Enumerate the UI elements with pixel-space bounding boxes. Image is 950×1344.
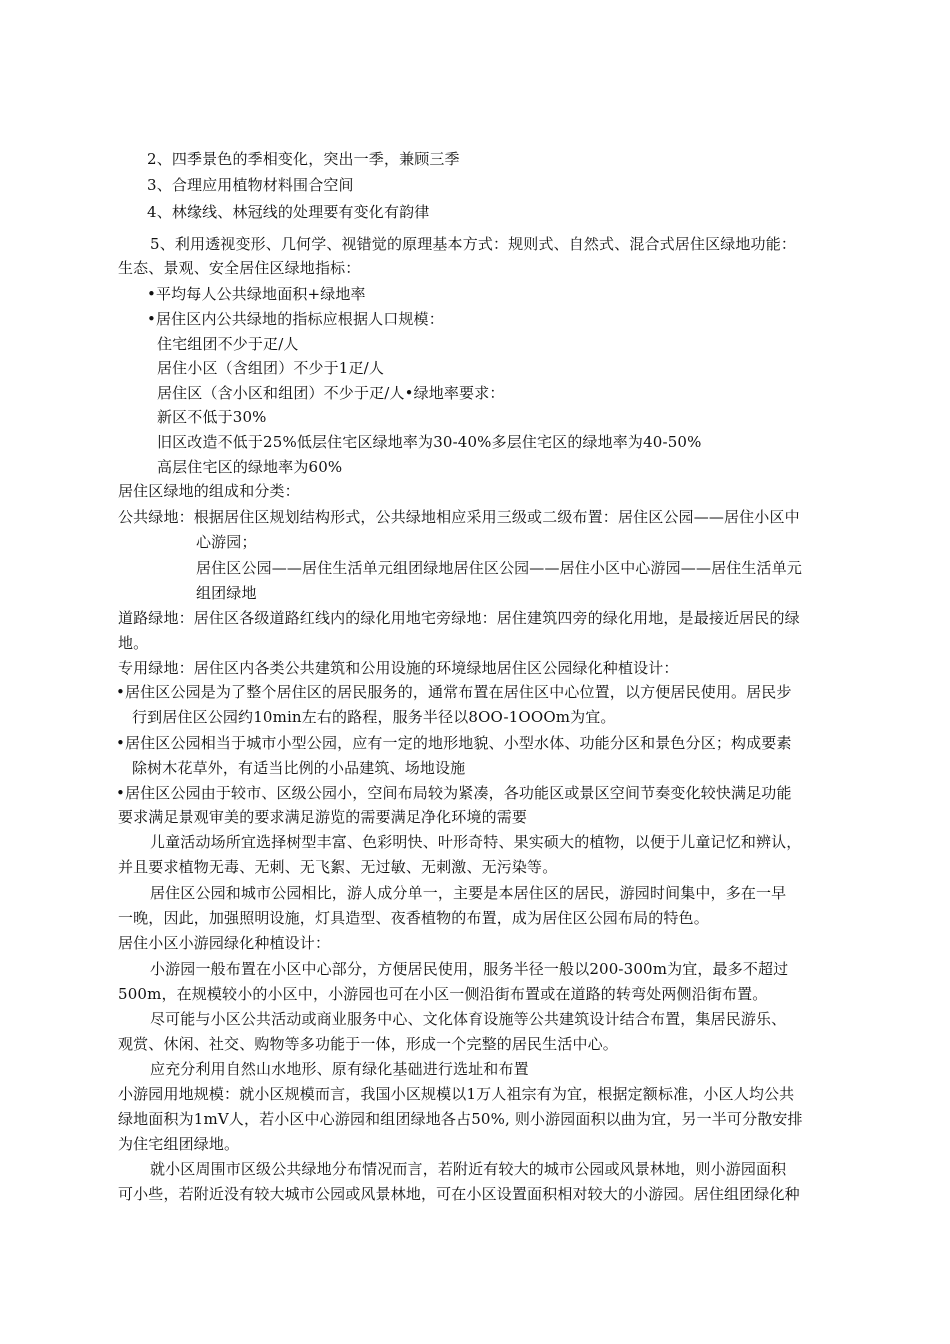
paragraph-line: 小游园一般布置在小区中心部分，方便居民使用，服务半径一般以200-300m为宜，最多不超过 <box>150 960 789 978</box>
text-line: 生态、景观、安全居住区绿地指标： <box>118 259 361 277</box>
indicator-line: 住宅组团不少于疋/人 <box>157 335 299 353</box>
bullet-item: •平均每人公共绿地面积+绿地率 <box>147 285 366 303</box>
paragraph-line: 应充分利用自然山水地形、原有绿化基础进行选址和布置 <box>150 1060 529 1078</box>
paragraph-line: 可小些，若附近没有较大城市公园或风景林地，可在小区设置面积相对较大的小游园。居住组团绿化种 <box>118 1185 800 1203</box>
paragraph-line: 居住区公园和城市公园相比，游人成分单一，主要是本居住区的居民，游园时间集中，多在一早 <box>150 884 787 902</box>
paragraph-line: 就小区周围市区级公共绿地分布情况而言，若附近有较大的城市公园或风景林地，则小游园面积 <box>150 1160 787 1178</box>
indicator-line: 高层住宅区的绿地率为60% <box>157 458 343 476</box>
paragraph-line: 绿地面积为1mV人，若小区中心游园和组团绿地各占50%, 则小游园面积以曲为宜，另一半可分散安排 <box>118 1110 803 1128</box>
paragraph-line: 为住宅组团绿地。 <box>118 1135 240 1153</box>
text-line: 地。 <box>118 634 149 652</box>
indicator-line: 居住小区（含组团）不少于1疋/人 <box>157 359 384 377</box>
paragraph-line: 并且要求植物无毒、无刺、无飞絮、无过敏、无刺激、无污染等。 <box>118 858 558 876</box>
text-line: 专用绿地：居住区内各类公共建筑和公用设施的环境绿地居住区公园绿化种植设计： <box>118 659 679 677</box>
list-item-5: 5、利用透视变形、几何学、视错觉的原理基本方式：规则式、自然式、混合式居住区绿地功能： <box>150 235 796 253</box>
indicator-line: 旧区改造不低于25%低层住宅区绿地率为30-40%多层住宅区的绿地率为40-50% <box>157 433 702 451</box>
paragraph-line: 尽可能与小区公共活动或商业服务中心、文化体育设施等公共建筑设计结合布置，集居民游乐、 <box>150 1010 787 1028</box>
bullet-item: •居住区公园是为了整个居住区的居民服务的，通常布置在居住区中心位置，以方便居民使用。居民步 <box>116 683 792 701</box>
list-item-2: 2、四季景色的季相变化，突出一季，兼顾三季 <box>147 150 460 168</box>
paragraph-line: 小游园用地规模：就小区规模而言，我国小区规模以1万人祖宗有为宜，根据定额标准，小区人均公共 <box>118 1085 795 1103</box>
bullet-item: •居住区公园相当于城市小型公园，应有一定的地形地貌、小型水体、功能分区和景色分区；构成要素 <box>116 734 792 752</box>
text-line: 要求满足景观审美的要求满足游览的需要满足净化环境的需要 <box>118 808 528 826</box>
paragraph-line: 500m，在规模较小的小区中，小游园也可在小区一侧沿街布置或在道路的转弯处两侧沿街布置。 <box>118 985 768 1003</box>
indicator-line: 居住区（含小区和组团）不少于疋/人•绿地率要求： <box>157 384 505 402</box>
section-heading: 居住小区小游园绿化种植设计： <box>118 934 331 952</box>
paragraph-line: 一晚，因此，加强照明设施，灯具造型、夜香植物的布置，成为居住区公园布局的特色。 <box>118 909 709 927</box>
bullet-item: •居住区公园由于较市、区级公园小，空间布局较为紧凑，各功能区或景区空间节奏变化较快满足功能 <box>116 784 792 802</box>
text-line: 除树木花草外，有适当比例的小品建筑、场地设施 <box>132 759 466 777</box>
paragraph-line: 儿童活动场所宜选择树型丰富、色彩明快、叶形奇特、果实硕大的植物，以便于儿童记忆和辨认， <box>150 833 802 851</box>
text-line: 行到居住区公园约10min左右的路程，服务半径以8OO-1OOOm为宜。 <box>132 708 616 726</box>
text-line: 居住区公园——居住生活单元组团绿地居住区公园——居住小区中心游园——居住生活单元 <box>196 559 803 577</box>
indicator-line: 新区不低于30% <box>157 408 267 426</box>
text-line: 道路绿地：居住区各级道路红线内的绿化用地宅旁绿地：居住建筑四旁的绿化用地，是最接近居民的绿 <box>118 609 800 627</box>
section-heading: 居住区绿地的组成和分类： <box>118 482 300 500</box>
text-line: 心游园； <box>196 533 257 551</box>
list-item-3: 3、合理应用植物材料围合空间 <box>147 176 354 194</box>
list-item-4: 4、林缘线、林冠线的处理要有变化有韵律 <box>147 203 430 221</box>
text-line: 组团绿地 <box>196 584 257 602</box>
text-line: 公共绿地：根据居住区规划结构形式，公共绿地相应采用三级或二级布置：居住区公园——居住小区中 <box>118 508 800 526</box>
paragraph-line: 观赏、休闲、社交、购物等多功能于一体，形成一个完整的居民生活中心。 <box>118 1035 618 1053</box>
bullet-item: •居住区内公共绿地的指标应根据人口规模： <box>147 310 444 328</box>
